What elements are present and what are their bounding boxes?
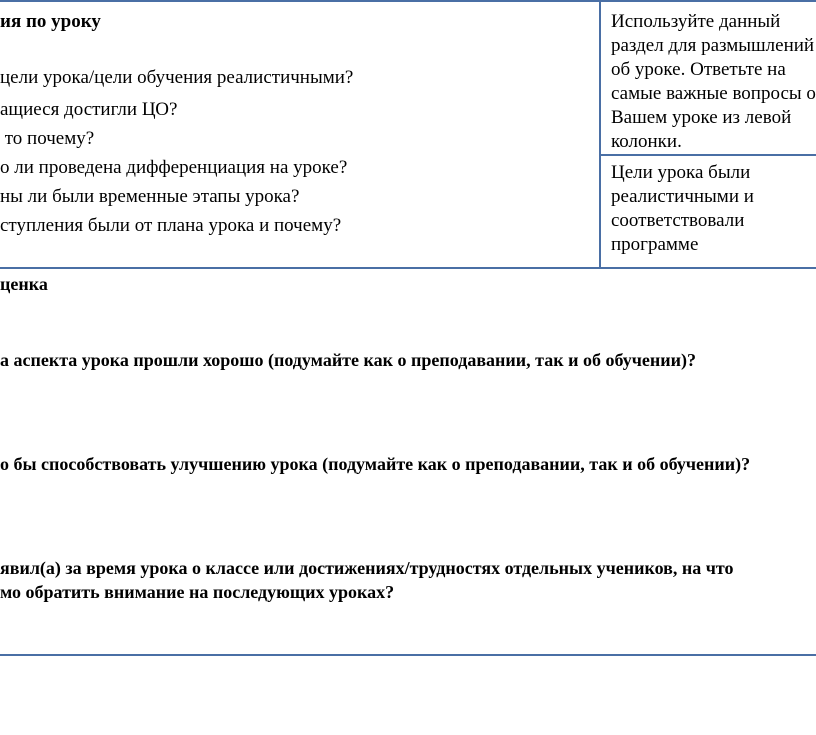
assessment-question-2: о бы способствовать улучшению урока (подумайте как о преподавании, так и об обучении)? [0, 454, 751, 474]
reflection-question-4: о ли проведена дифференциация на уроке? [0, 157, 348, 178]
assessment-question-1: а аспекта урока прошли хорошо (подумайте как о преподавании, так и об обучении)? [0, 350, 697, 370]
reflection-question-5: ны ли были временные этапы урока? [0, 186, 300, 207]
table-bottom-border [0, 654, 816, 656]
reflection-question-3: то почему? [0, 128, 95, 149]
table-top-border [0, 0, 816, 2]
instructions-text [611, 10, 816, 154]
reflection-question-6: ступления были от плана урока и почему? [0, 215, 342, 236]
reflection-heading: ия по уроку [0, 11, 101, 32]
instructions-line: самые важные вопросы о [611, 83, 816, 104]
assessment-question-3-line-2: мо обратить внимание на последующих уроках? [0, 582, 395, 602]
instructions-line: раздел для размышлений [611, 35, 815, 56]
column-divider [599, 0, 601, 268]
instructions-line: об уроке. Ответьте на [611, 59, 786, 80]
reflection-question-1: цели урока/цели обучения реалистичными? [0, 67, 354, 88]
answer-text [611, 161, 754, 257]
answer-line: соответствовали [611, 210, 745, 231]
right-cell-divider [600, 154, 816, 156]
answer-line: Цели урока были [611, 162, 751, 183]
answer-line: реалистичными и [611, 186, 754, 207]
assessment-question-3-line-1: явил(а) за время урока о классе или достижениях/трудностях отдельных учеников, на что [0, 558, 734, 578]
reflection-question-2: ащиеся достигли ЦО? [0, 99, 178, 120]
table-row-border [0, 267, 816, 269]
instructions-line: колонки. [611, 131, 682, 152]
instructions-line: Используйте данный [611, 11, 781, 32]
assessment-heading: ценка [0, 274, 48, 294]
instructions-line: Вашем уроке из левой [611, 107, 792, 128]
answer-line: программе [611, 234, 699, 255]
